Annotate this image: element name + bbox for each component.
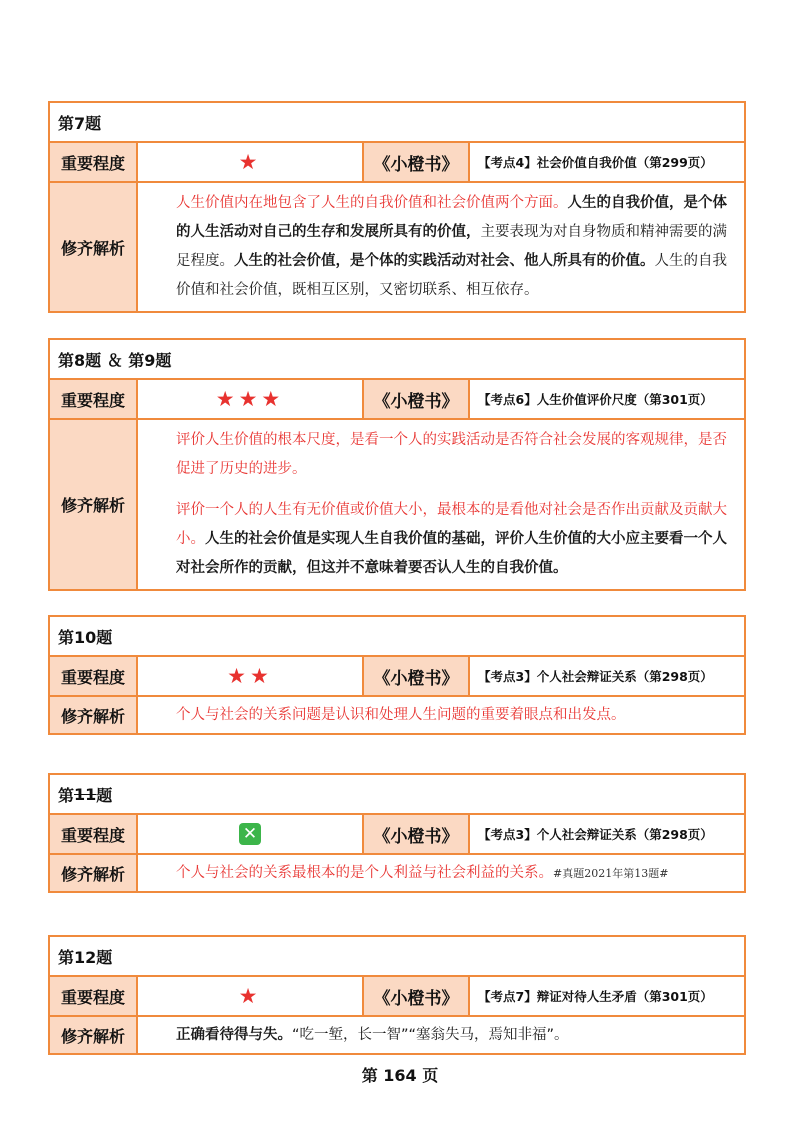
analysis-highlight: 个人与社会的关系最根本的是个人利益与社会利益的关系。	[176, 865, 553, 881]
importance-stars: ★	[138, 143, 364, 181]
analysis-highlight: 个人与社会的关系问题是认识和处理人生问题的重要着眼点和出发点。	[176, 707, 626, 723]
kaodian-text: 【考点7】辩证对待人生矛盾（第301页）	[478, 989, 713, 1004]
analysis-bold: 人生的社会价值，是个体的实践活动对社会、他人所具有的价值。	[234, 253, 655, 269]
analysis-text	[138, 183, 744, 311]
analysis-row	[50, 420, 744, 589]
book-label: 《小橙书》	[364, 380, 470, 418]
book-label: 《小橙书》	[364, 977, 470, 1015]
importance-stars: ★★★	[138, 380, 364, 418]
question-card-12	[48, 935, 746, 1055]
cross-mark-icon: ✕	[239, 823, 261, 845]
analysis-label: 修齐解析	[50, 420, 138, 589]
importance-label: 重要程度	[50, 657, 138, 695]
analysis-label: 修齐解析	[50, 855, 138, 891]
analysis-label: 修齐解析	[50, 1017, 138, 1053]
importance-mark	[138, 815, 364, 853]
analysis-plain: “吃一堑，长一智”“塞翁失马，焉知非福”。	[292, 1027, 569, 1043]
analysis-row	[50, 1017, 744, 1053]
book-label: 《小橙书》	[364, 143, 470, 181]
analysis-row	[50, 183, 744, 311]
analysis-text	[138, 855, 744, 891]
analysis-row	[50, 855, 744, 891]
importance-label: 重要程度	[50, 380, 138, 418]
importance-label: 重要程度	[50, 815, 138, 853]
importance-label: 重要程度	[50, 977, 138, 1015]
analysis-bold: 人生的社会价值是实现人生自我价值的基础，评价人生价值的大小应主要看一个人对社会所作的贡献，但这并不意味着要否认人生的自我价值。	[176, 531, 727, 576]
analysis-highlight: 评价人生价值的根本尺度，是看一个人的实践活动是否符合社会发展的客观规律，是否促进了历史的进步。	[176, 432, 727, 477]
kaodian-text: 【考点6】人生价值评价尺度（第301页）	[478, 392, 713, 407]
kaodian-text: 【考点3】个人社会辩证关系（第298页）	[478, 669, 713, 684]
importance-row	[50, 657, 744, 697]
question-card-10	[48, 615, 746, 735]
title-prefix: 第	[58, 785, 75, 805]
importance-label: 重要程度	[50, 143, 138, 181]
question-title	[50, 775, 744, 815]
book-label: 《小橙书》	[364, 815, 470, 853]
analysis-bold: 正确看待得与失。	[176, 1027, 292, 1043]
question-title: 第7题	[50, 103, 744, 143]
question-title: 第12题	[50, 937, 744, 977]
importance-row	[50, 977, 744, 1017]
importance-row	[50, 143, 744, 183]
analysis-text	[138, 1017, 744, 1053]
analysis-highlight: 评价一个人的人生有无价值或价值大小，最根本的是看他对社会是否作出贡献及贡献大小。	[176, 502, 727, 547]
analysis-text	[138, 697, 744, 733]
question-title: 第8题 ＆ 第9题	[50, 340, 744, 380]
exam-note: #真题2021年第13题#	[553, 867, 669, 880]
analysis-label: 修齐解析	[50, 183, 138, 311]
importance-row	[50, 815, 744, 855]
title-number-struck: 11	[74, 784, 97, 804]
kaodian-text: 【考点3】个人社会辩证关系（第298页）	[478, 827, 713, 842]
question-card-8-9	[48, 338, 746, 591]
importance-stars: ★★	[138, 657, 364, 695]
page-number: 第 164 页	[361, 1066, 439, 1085]
analysis-text	[138, 420, 744, 589]
question-title: 第10题	[50, 617, 744, 657]
title-suffix: 题	[96, 785, 113, 805]
importance-row	[50, 380, 744, 420]
book-label: 《小橙书》	[364, 657, 470, 695]
analysis-plain: 主要表现为对自身物质和精神需要的满足程度。	[176, 224, 727, 269]
kaodian-text: 【考点4】社会价值自我价值（第299页）	[478, 155, 713, 170]
analysis-label: 修齐解析	[50, 697, 138, 733]
importance-stars: ★	[138, 977, 364, 1015]
question-card-7	[48, 101, 746, 313]
analysis-highlight: 人生价值内在地包含了人生的自我价值和社会价值两个方面。	[176, 195, 568, 211]
question-card-11	[48, 773, 746, 893]
analysis-row	[50, 697, 744, 733]
analysis-plain: 人生的自我价值和社会价值，既相互区别，又密切联系、相互依存。	[176, 253, 727, 298]
analysis-bold: 人生的自我价值，是个体的人生活动对自己的生存和发展所具有的价值，	[176, 195, 727, 240]
